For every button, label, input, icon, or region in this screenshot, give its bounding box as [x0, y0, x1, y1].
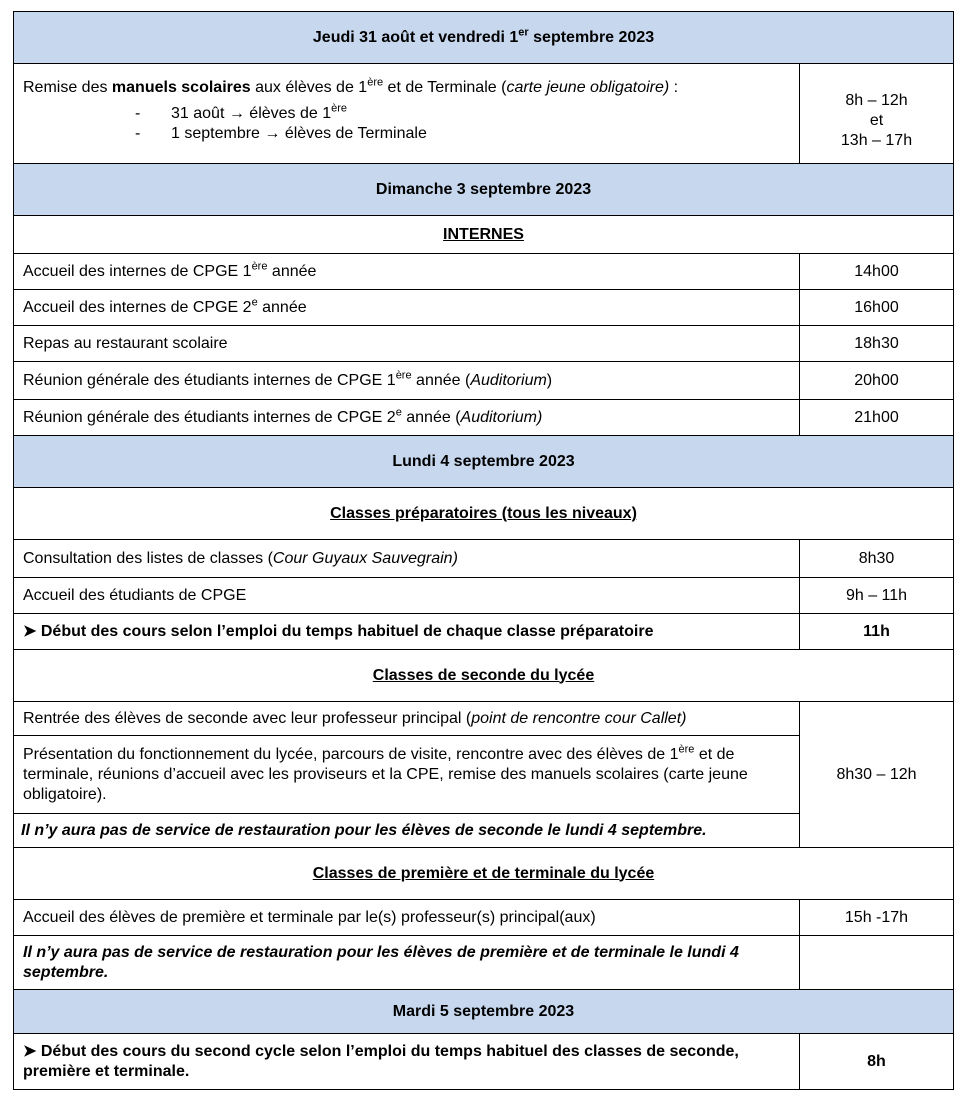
remise-time: 8h – 12h et 13h – 17h — [800, 64, 954, 164]
section-header-premiere: Classes de première et de terminale du lycée — [14, 848, 954, 900]
table-row: Réunion générale des étudiants internes de CPGE 1ère année (Auditorium) 20h00 — [14, 362, 954, 400]
day-header-monday: Lundi 4 septembre 2023 — [14, 436, 954, 488]
table-row: Repas au restaurant scolaire 18h30 — [14, 326, 954, 362]
table-row: Réunion générale des étudiants internes de CPGE 2e année (Auditorium) 21h00 — [14, 400, 954, 436]
table-row: Il n’y aura pas de service de restauration pour les élèves de seconde le lundi 4 septembre. — [14, 814, 954, 848]
arrow-right-icon: → — [228, 105, 245, 122]
day-header-thursday-friday: Jeudi 31 août et vendredi 1er septembre 2023 — [14, 12, 954, 64]
table-row: Accueil des étudiants de CPGE 9h – 11h — [14, 578, 954, 614]
table-row: Accueil des internes de CPGE 1ère année 14h00 — [14, 254, 954, 290]
section-header-internes: INTERNES — [14, 216, 954, 254]
table-row: ➤ Début des cours du second cycle selon l’emploi du temps habituel des classes de seconde, première et terminale. 8h — [14, 1034, 954, 1090]
table-row: Il n’y aura pas de service de restauration pour les élèves de première et de terminale le lundi 4 septembre. — [14, 936, 954, 990]
table-row: Présentation du fonctionnement du lycée, parcours de visite, rencontre avec des élèves de 1ère et de terminale, réunions d’accueil avec les proviseurs et la CPE, remise des manuels scolaires (carte jeune obligatoire). — [14, 736, 954, 814]
bullet-arrow-icon: ➤ — [23, 1042, 37, 1060]
table-row: Rentrée des élèves de seconde avec leur professeur principal (point de rencontre cour Callet) 8h30 – 12h — [14, 702, 954, 736]
table-row: ➤ Début des cours selon l’emploi du temps habituel de chaque classe préparatoire 11h — [14, 614, 954, 650]
table-row: Accueil des internes de CPGE 2e année 16h00 — [14, 290, 954, 326]
row-remise-manuels — [14, 64, 954, 164]
list-item: - 1 septembre → élèves de Terminale — [135, 125, 427, 142]
remise-description: Remise des manuels scolaires aux élèves de 1ère et de Terminale (carte jeune obligatoire) : - 31 août → élèves de 1ère - 1 septembre → élèves de Terminale — [14, 64, 800, 164]
table-row: Accueil des élèves de première et terminale par le(s) professeur(s) principal(aux) 15h -17h — [14, 900, 954, 936]
seconde-time: 8h30 – 12h — [800, 702, 954, 848]
bullet-arrow-icon: ➤ — [23, 622, 37, 640]
table-row: Consultation des listes de classes (Cour Guyaux Sauvegrain) 8h30 — [14, 540, 954, 578]
arrow-right-icon: → — [264, 125, 281, 142]
section-header-prepa: Classes préparatoires (tous les niveaux) — [14, 488, 954, 540]
day-header-tuesday: Mardi 5 septembre 2023 — [14, 990, 954, 1034]
day-header-sunday: Dimanche 3 septembre 2023 — [14, 164, 954, 216]
remise-date-list — [23, 104, 790, 144]
list-item: - 31 août → élèves de 1ère — [135, 102, 348, 122]
section-header-seconde: Classes de seconde du lycée — [14, 650, 954, 702]
schedule-table — [13, 11, 954, 1090]
